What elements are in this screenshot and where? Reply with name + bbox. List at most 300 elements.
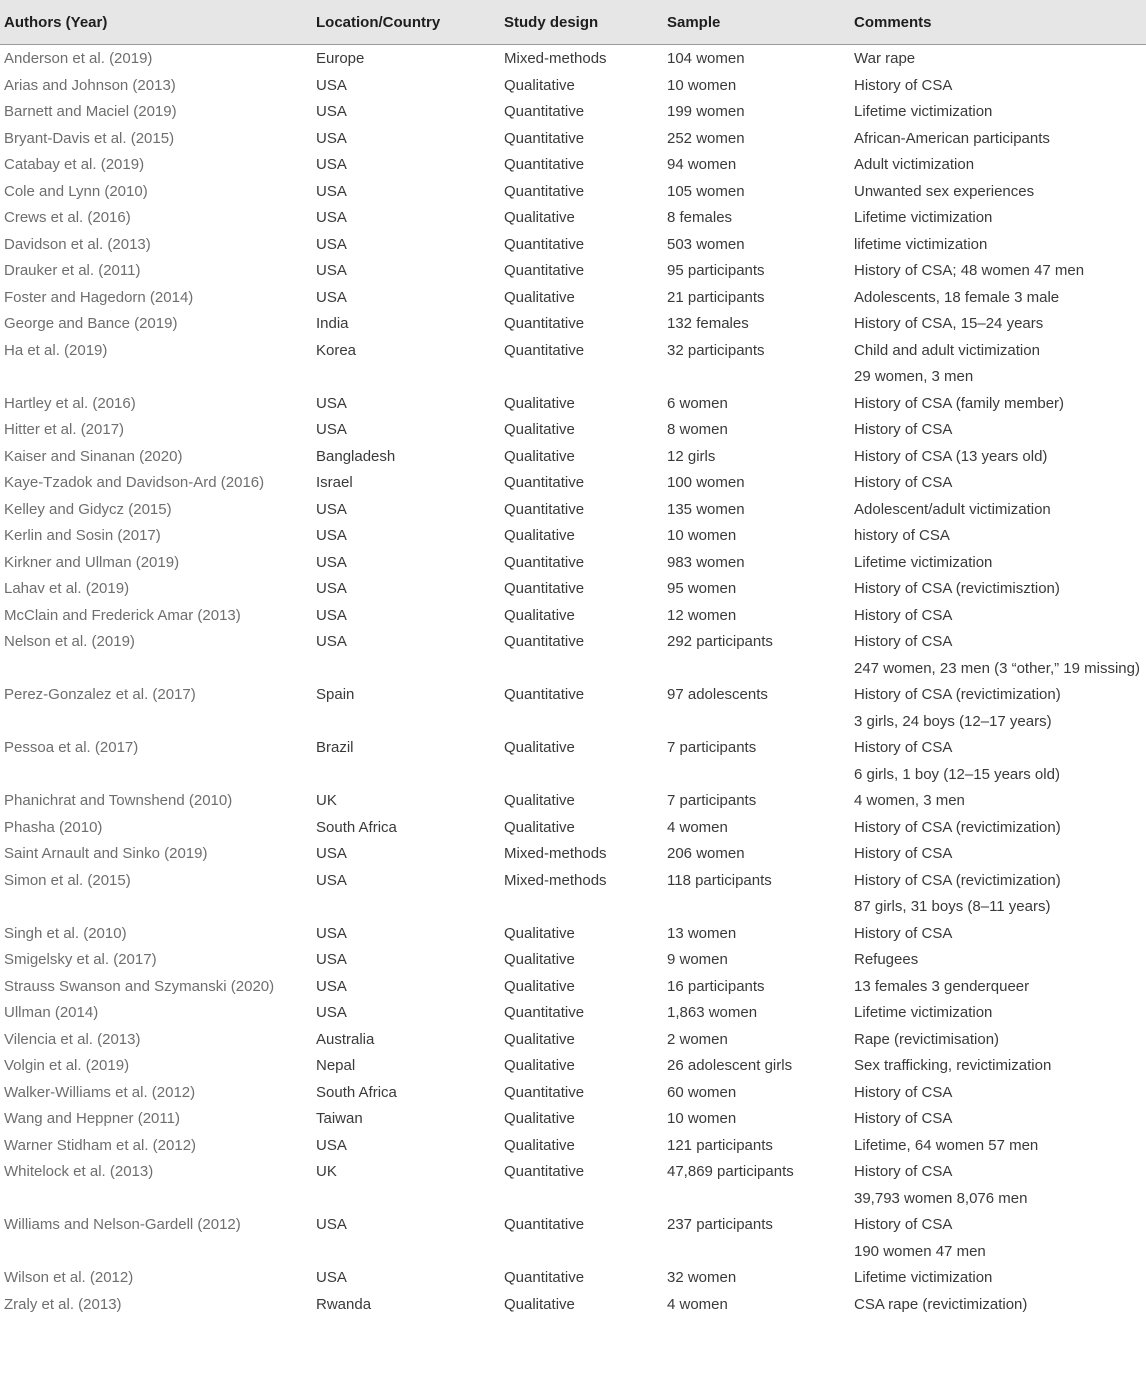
cell-sample: 7 participants — [667, 739, 757, 756]
cell-author: Nelson et al. (2019) — [4, 633, 135, 650]
cell-location: USA — [316, 924, 347, 942]
cell-sample: 1,863 women — [667, 1004, 758, 1021]
cell-author: Simon et al. (2015) — [4, 871, 131, 889]
cell-sample: 503 women — [667, 235, 745, 253]
table-row — [0, 999, 1146, 1026]
cell-comments — [850, 284, 1146, 311]
table-row — [0, 973, 1146, 1000]
cell-location: USA — [316, 580, 347, 597]
comment-line: History of CSA — [854, 633, 953, 650]
comment-line: 247 women, 23 men (3 “other,” 19 missing) — [854, 659, 1140, 677]
cell-author: Lahav et al. (2019) — [4, 580, 130, 597]
table-row — [0, 443, 1146, 470]
cell-study-design: Qualitative — [504, 527, 575, 544]
cell-study-design: Qualitative — [504, 1030, 575, 1048]
cell-sample: 32 participants — [667, 341, 765, 359]
cell-author: Volgin et al. (2019) — [4, 1057, 130, 1074]
table-row — [0, 390, 1146, 417]
comment-line: 3 girls, 24 boys (12–17 years) — [854, 712, 1052, 730]
cell-study-design: Quantitative — [504, 182, 585, 200]
cell-author: Crews et al. (2016) — [4, 209, 131, 226]
comment-line: Lifetime victimization — [854, 103, 993, 120]
cell-author: Singh et al. (2010) — [4, 924, 127, 942]
cell-comments — [850, 72, 1146, 99]
cell-study-design: Mixed-methods — [504, 871, 607, 889]
cell-author: Cole and Lynn (2010) — [4, 182, 148, 200]
cell-sample: 26 adolescent girls — [667, 1057, 793, 1074]
comment-line: History of CSA (revictimisztion) — [854, 580, 1060, 597]
cell-study-design: Qualitative — [504, 447, 575, 465]
cell-location: South Africa — [316, 1083, 397, 1101]
table-row — [0, 98, 1146, 125]
cell-comments — [850, 522, 1146, 549]
cell-author: Phanichrat and Townshend (2010) — [4, 792, 233, 809]
cell-author: Whitelock et al. (2013) — [4, 1163, 154, 1180]
cell-comments — [850, 1079, 1146, 1106]
cell-location: USA — [316, 156, 347, 173]
comment-line: History of CSA — [854, 1163, 953, 1180]
comment-line: 6 girls, 1 boy (12–15 years old) — [854, 765, 1060, 783]
cell-sample: 983 women — [667, 553, 745, 571]
cell-study-design: Qualitative — [504, 606, 575, 624]
table-row — [0, 522, 1146, 549]
cell-study-design: Quantitative — [504, 1216, 585, 1233]
table-row — [0, 1291, 1146, 1318]
cell-author: Kirkner and Ullman (2019) — [4, 553, 180, 571]
cell-location: USA — [316, 262, 347, 279]
comment-line: History of CSA — [854, 76, 953, 94]
table-row — [0, 840, 1146, 867]
cell-study-design: Qualitative — [504, 924, 575, 942]
cell-study-design: Quantitative — [504, 156, 585, 173]
comment-line: 29 women, 3 men — [854, 368, 974, 385]
cell-author: Catabay et al. (2019) — [4, 156, 145, 173]
comment-line: Lifetime victimization — [854, 209, 993, 226]
cell-author: Barnett and Maciel (2019) — [4, 103, 177, 120]
cell-location: South Africa — [316, 818, 397, 836]
comment-line: History of CSA — [854, 474, 953, 491]
table-row — [0, 681, 1146, 734]
table-row — [0, 45, 1146, 72]
header-comments: Comments — [850, 0, 1146, 45]
cell-author: George and Bance (2019) — [4, 315, 178, 332]
comment-line: CSA rape (revictimization) — [854, 1295, 1028, 1313]
cell-study-design: Qualitative — [504, 421, 575, 438]
table-row — [0, 1158, 1146, 1211]
cell-sample: 206 women — [667, 845, 745, 862]
cell-study-design: Quantitative — [504, 633, 585, 650]
cell-author: Smigelsky et al. (2017) — [4, 951, 157, 968]
cell-comments — [850, 496, 1146, 523]
cell-location: Taiwan — [316, 1110, 363, 1127]
table-row — [0, 1211, 1146, 1264]
cell-author: Foster and Hagedorn (2014) — [4, 288, 194, 306]
cell-comments — [850, 814, 1146, 841]
table-row — [0, 204, 1146, 231]
cell-sample: 7 participants — [667, 792, 757, 809]
cell-location: USA — [316, 845, 347, 862]
cell-sample: 60 women — [667, 1083, 737, 1101]
comment-line: History of CSA; 48 women 47 men — [854, 262, 1085, 279]
cell-location: Korea — [316, 341, 357, 359]
cell-author: Ha et al. (2019) — [4, 341, 108, 359]
cell-study-design: Quantitative — [504, 553, 585, 571]
cell-comments — [850, 1132, 1146, 1159]
cell-sample: 16 participants — [667, 977, 765, 995]
cell-study-design: Qualitative — [504, 209, 575, 226]
cell-study-design: Quantitative — [504, 474, 585, 491]
cell-author: Anderson et al. (2019) — [4, 50, 153, 67]
cell-sample: 8 women — [667, 421, 728, 438]
comment-line: History of CSA — [854, 1110, 953, 1127]
cell-author: Saint Arnault and Sinko (2019) — [4, 845, 208, 862]
cell-location: Israel — [316, 474, 353, 491]
cell-location: Nepal — [316, 1057, 356, 1074]
cell-study-design: Qualitative — [504, 1057, 575, 1074]
cell-sample: 252 women — [667, 129, 745, 147]
comment-line: Adolescents, 18 female 3 male — [854, 288, 1060, 306]
comment-line: Lifetime, 64 women 57 men — [854, 1136, 1039, 1154]
header-sample: Sample — [663, 0, 850, 45]
cell-comments — [850, 1052, 1146, 1079]
cell-location: USA — [316, 633, 347, 650]
cell-author: Vilencia et al. (2013) — [4, 1030, 141, 1048]
header-location: Location/Country — [312, 0, 500, 45]
cell-sample: 12 girls — [667, 447, 716, 465]
cell-location: Europe — [316, 50, 365, 67]
cell-sample: 2 women — [667, 1030, 728, 1048]
header-authors: Authors (Year) — [0, 0, 312, 45]
cell-location: USA — [316, 103, 347, 120]
cell-study-design: Qualitative — [504, 76, 575, 94]
cell-sample: 12 women — [667, 606, 737, 624]
cell-sample: 135 women — [667, 500, 745, 518]
table-row — [0, 72, 1146, 99]
cell-sample: 94 women — [667, 156, 737, 173]
table-row — [0, 946, 1146, 973]
table-row — [0, 231, 1146, 258]
cell-location: UK — [316, 792, 337, 809]
cell-location: USA — [316, 76, 347, 94]
comment-line: 190 women 47 men — [854, 1242, 986, 1260]
cell-study-design: Mixed-methods — [504, 50, 607, 67]
cell-comments — [850, 628, 1146, 681]
cell-sample: 6 women — [667, 394, 728, 412]
cell-sample: 4 women — [667, 818, 728, 836]
comment-line: History of CSA (revictimization) — [854, 686, 1061, 703]
table-row — [0, 1105, 1146, 1132]
comment-line: Sex trafficking, revictimization — [854, 1057, 1052, 1074]
comment-line: History of CSA, 15–24 years — [854, 315, 1044, 332]
cell-sample: 121 participants — [667, 1136, 773, 1154]
cell-author: Arias and Johnson (2013) — [4, 76, 176, 94]
comment-line: 87 girls, 31 boys (8–11 years) — [854, 898, 1051, 915]
cell-location: USA — [316, 977, 347, 995]
cell-study-design: Quantitative — [504, 262, 585, 279]
table-row — [0, 151, 1146, 178]
cell-comments — [850, 443, 1146, 470]
cell-location: USA — [316, 1216, 347, 1233]
comment-line: History of CSA — [854, 1216, 953, 1233]
cell-study-design: Qualitative — [504, 288, 575, 306]
comment-line: Rape (revictimisation) — [854, 1030, 1000, 1048]
table-row — [0, 628, 1146, 681]
comment-line: History of CSA — [854, 924, 953, 942]
cell-location: USA — [316, 1269, 347, 1286]
table-row — [0, 337, 1146, 390]
cell-comments — [850, 867, 1146, 920]
table-row — [0, 1079, 1146, 1106]
cell-location: USA — [316, 527, 347, 544]
cell-study-design: Qualitative — [504, 977, 575, 995]
cell-comments — [850, 1211, 1146, 1264]
comment-line: Lifetime victimization — [854, 1269, 993, 1286]
cell-author: Phasha (2010) — [4, 818, 103, 836]
cell-study-design: Quantitative — [504, 1004, 585, 1021]
comment-line: Unwanted sex experiences — [854, 182, 1035, 200]
cell-comments — [850, 390, 1146, 417]
comment-line: African-American participants — [854, 129, 1050, 147]
comment-line: Child and adult victimization — [854, 341, 1040, 359]
comment-line: 4 women, 3 men — [854, 792, 965, 809]
cell-comments — [850, 310, 1146, 337]
cell-comments — [850, 1264, 1146, 1291]
cell-sample: 118 participants — [667, 871, 772, 889]
comment-line: Lifetime victimization — [854, 553, 993, 571]
table-row — [0, 125, 1146, 152]
cell-author: Wilson et al. (2012) — [4, 1269, 134, 1286]
cell-author: Hartley et al. (2016) — [4, 394, 136, 412]
comment-line: history of CSA — [854, 527, 950, 544]
cell-author: Williams and Nelson-Gardell (2012) — [4, 1216, 241, 1233]
cell-sample: 105 women — [667, 182, 745, 200]
table-row — [0, 549, 1146, 576]
table-row — [0, 416, 1146, 443]
cell-sample: 292 participants — [667, 633, 773, 650]
comment-line: lifetime victimization — [854, 235, 988, 253]
comment-line: History of CSA — [854, 845, 953, 862]
cell-comments — [850, 920, 1146, 947]
cell-study-design: Quantitative — [504, 235, 585, 253]
cell-location: USA — [316, 1136, 347, 1154]
table-row — [0, 575, 1146, 602]
cell-location: USA — [316, 394, 347, 412]
cell-study-design: Qualitative — [504, 1295, 575, 1313]
comment-line: 13 females 3 genderqueer — [854, 977, 1030, 995]
cell-comments — [850, 416, 1146, 443]
comment-line: History of CSA — [854, 606, 953, 624]
cell-sample: 8 females — [667, 209, 733, 226]
cell-sample: 47,869 participants — [667, 1163, 794, 1180]
cell-comments — [850, 45, 1146, 72]
cell-comments — [850, 602, 1146, 629]
cell-study-design: Quantitative — [504, 1163, 585, 1180]
table-row — [0, 920, 1146, 947]
cell-study-design: Quantitative — [504, 315, 585, 332]
cell-author: Zraly et al. (2013) — [4, 1295, 122, 1313]
cell-comments — [850, 549, 1146, 576]
comment-line: History of CSA (revictimization) — [854, 871, 1061, 889]
cell-author: Drauker et al. (2011) — [4, 262, 141, 279]
cell-comments — [850, 257, 1146, 284]
cell-study-design: Qualitative — [504, 951, 575, 968]
cell-author: Davidson et al. (2013) — [4, 235, 151, 253]
cell-study-design: Quantitative — [504, 341, 585, 359]
cell-location: USA — [316, 209, 347, 226]
cell-location: USA — [316, 606, 347, 624]
cell-sample: 10 women — [667, 76, 737, 94]
cell-study-design: Qualitative — [504, 1136, 575, 1154]
header-row — [0, 0, 1146, 45]
cell-comments — [850, 840, 1146, 867]
cell-comments — [850, 1158, 1146, 1211]
cell-sample: 97 adolescents — [667, 686, 768, 703]
cell-author: Wang and Heppner (2011) — [4, 1110, 180, 1127]
cell-study-design: Mixed-methods — [504, 845, 607, 862]
table-row — [0, 1026, 1146, 1053]
cell-comments — [850, 1291, 1146, 1318]
cell-location: Spain — [316, 686, 355, 703]
cell-author: Warner Stidham et al. (2012) — [4, 1136, 197, 1154]
cell-location: Australia — [316, 1030, 375, 1048]
cell-location: USA — [316, 129, 347, 147]
table-row — [0, 257, 1146, 284]
cell-comments — [850, 1105, 1146, 1132]
comment-line: History of CSA — [854, 739, 953, 756]
cell-comments — [850, 204, 1146, 231]
cell-study-design: Quantitative — [504, 129, 585, 147]
cell-author: Bryant-Davis et al. (2015) — [4, 129, 175, 147]
cell-study-design: Quantitative — [504, 580, 585, 597]
cell-author: McClain and Frederick Amar (2013) — [4, 606, 241, 624]
cell-sample: 13 women — [667, 924, 737, 942]
cell-location: USA — [316, 235, 347, 253]
cell-study-design: Quantitative — [504, 500, 585, 518]
comment-line: History of CSA (13 years old) — [854, 447, 1048, 465]
cell-comments — [850, 681, 1146, 734]
cell-comments — [850, 575, 1146, 602]
cell-comments — [850, 337, 1146, 390]
cell-comments — [850, 973, 1146, 1000]
cell-sample: 104 women — [667, 50, 745, 67]
cell-comments — [850, 125, 1146, 152]
table-row — [0, 310, 1146, 337]
cell-comments — [850, 999, 1146, 1026]
cell-study-design: Quantitative — [504, 1083, 585, 1101]
comment-line: History of CSA — [854, 1083, 953, 1101]
comment-line: Refugees — [854, 951, 919, 968]
cell-author: Perez-Gonzalez et al. (2017) — [4, 686, 196, 703]
cell-location: Rwanda — [316, 1295, 372, 1313]
cell-sample: 199 women — [667, 103, 745, 120]
cell-sample: 9 women — [667, 951, 728, 968]
table-row — [0, 787, 1146, 814]
comment-line: History of CSA (family member) — [854, 394, 1065, 412]
cell-sample: 132 females — [667, 315, 749, 332]
cell-location: USA — [316, 1004, 347, 1021]
cell-sample: 95 participants — [667, 262, 765, 279]
cell-comments — [850, 1026, 1146, 1053]
cell-author: Ullman (2014) — [4, 1004, 99, 1021]
table-row — [0, 496, 1146, 523]
cell-sample: 100 women — [667, 474, 745, 491]
cell-sample: 4 women — [667, 1295, 728, 1313]
cell-location: Brazil — [316, 739, 354, 756]
comment-line: Adolescent/adult victimization — [854, 500, 1051, 518]
table-row — [0, 178, 1146, 205]
cell-study-design: Quantitative — [504, 1269, 585, 1286]
cell-study-design: Qualitative — [504, 739, 575, 756]
cell-location: USA — [316, 951, 347, 968]
cell-study-design: Qualitative — [504, 792, 575, 809]
comment-line: History of CSA (revictimization) — [854, 818, 1061, 836]
table-row — [0, 734, 1146, 787]
table-header — [0, 0, 1146, 45]
table-body — [0, 45, 1146, 1318]
cell-comments — [850, 98, 1146, 125]
comment-line: Lifetime victimization — [854, 1004, 993, 1021]
header-study-design: Study design — [500, 0, 663, 45]
cell-location: UK — [316, 1163, 337, 1180]
table-row — [0, 814, 1146, 841]
cell-study-design: Qualitative — [504, 1110, 575, 1127]
cell-location: USA — [316, 871, 347, 889]
cell-sample: 21 participants — [667, 288, 765, 306]
cell-location: USA — [316, 421, 347, 438]
table-row — [0, 284, 1146, 311]
cell-sample: 95 women — [667, 580, 737, 597]
cell-sample: 32 women — [667, 1269, 737, 1286]
cell-location: USA — [316, 553, 347, 571]
cell-comments — [850, 231, 1146, 258]
cell-location: USA — [316, 500, 347, 518]
table-row — [0, 867, 1146, 920]
cell-study-design: Qualitative — [504, 818, 575, 836]
cell-comments — [850, 178, 1146, 205]
cell-study-design: Qualitative — [504, 394, 575, 412]
table-row — [0, 602, 1146, 629]
cell-author: Kerlin and Sosin (2017) — [4, 527, 161, 544]
cell-author: Strauss Swanson and Szymanski (2020) — [4, 977, 275, 995]
cell-author: Kaye-Tzadok and Davidson-Ard (2016) — [4, 474, 265, 491]
cell-comments — [850, 469, 1146, 496]
table-row — [0, 469, 1146, 496]
cell-comments — [850, 151, 1146, 178]
cell-author: Kelley and Gidycz (2015) — [4, 500, 172, 518]
comment-line: Adult victimization — [854, 156, 975, 173]
table-row — [0, 1264, 1146, 1291]
cell-location: India — [316, 315, 349, 332]
cell-sample: 237 participants — [667, 1216, 773, 1233]
cell-comments — [850, 734, 1146, 787]
cell-author: Pessoa et al. (2017) — [4, 739, 139, 756]
cell-comments — [850, 946, 1146, 973]
cell-sample: 10 women — [667, 1110, 737, 1127]
cell-study-design: Quantitative — [504, 686, 585, 703]
table-row — [0, 1132, 1146, 1159]
cell-location: USA — [316, 288, 347, 306]
comment-line: History of CSA — [854, 421, 953, 438]
cell-sample: 10 women — [667, 527, 737, 544]
cell-author: Kaiser and Sinanan (2020) — [4, 447, 183, 465]
cell-comments — [850, 787, 1146, 814]
table-row — [0, 1052, 1146, 1079]
cell-location: USA — [316, 182, 347, 200]
comment-line: 39,793 women 8,076 men — [854, 1189, 1028, 1207]
cell-location: Bangladesh — [316, 447, 396, 465]
cell-study-design: Quantitative — [504, 103, 585, 120]
cell-author: Walker-Williams et al. (2012) — [4, 1083, 196, 1101]
